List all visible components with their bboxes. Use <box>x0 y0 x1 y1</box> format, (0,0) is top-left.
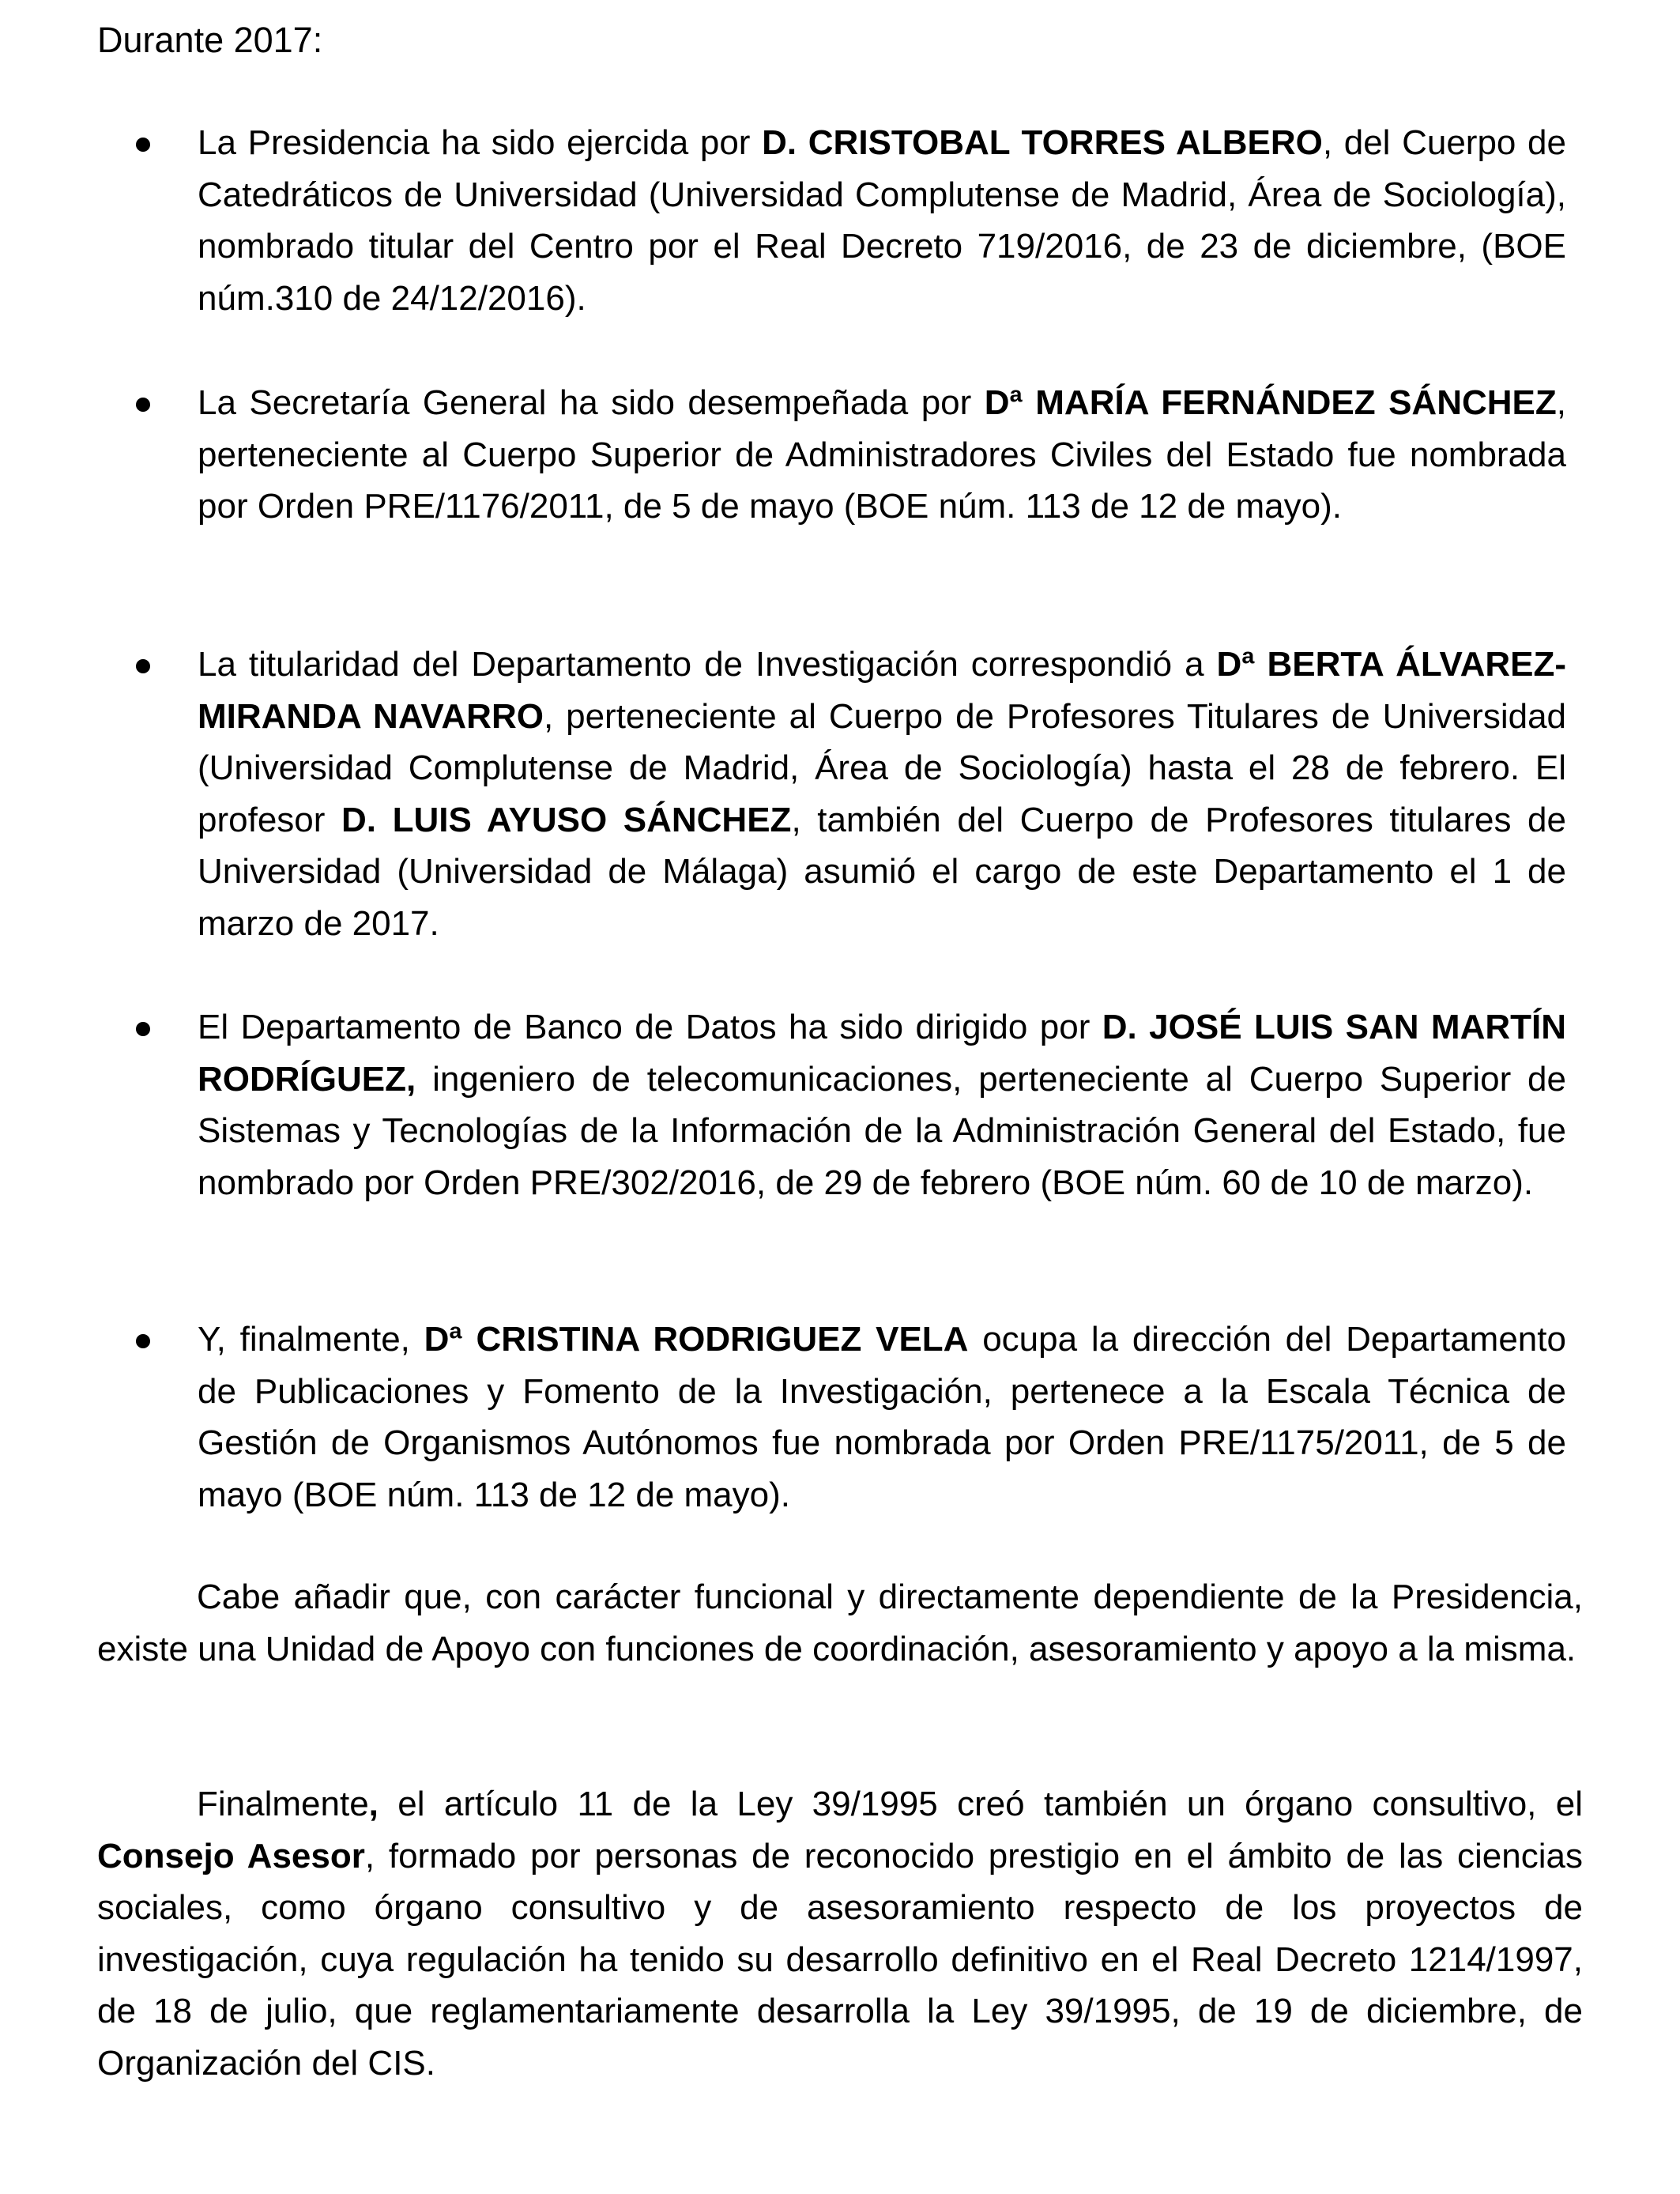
text-run: , del Cuerpo de Catedráticos de Universidad (Universidad Complutense de Madrid, Área de Sociología), nombrado titular del Centro por el Real Decreto 719/2016, de 23 de diciembre, (BOE núm.310 de 24/12/2016). <box>198 123 1566 318</box>
text-run: El Departamento de Banco de Datos ha sido dirigido por <box>198 1008 1102 1046</box>
text-run: , formado por personas de reconocido prestigio en el ámbito de las ciencias sociales, como órgano consultivo y de asesoramiento respecto de los proyectos de investigación, cuya regulación ha tenido su desarrollo definitivo en el Real Decreto 1214/1997, de 18 de julio, que reglamentariamente desarrolla la Ley 39/1995, de 19 de diciembre, de Organización del CIS. <box>97 1836 1583 2083</box>
text-run: Finalmente <box>197 1785 369 1823</box>
text-run: , también del Cuerpo de Profesores titulares de Universidad (Universidad de Málaga) asumió el cargo de este Departamento el 1 de marzo de 2017. <box>198 800 1566 943</box>
person-name: D. LUIS AYUSO SÁNCHEZ <box>341 800 792 839</box>
person-name: Dª MARÍA FERNÁNDEZ SÁNCHEZ <box>984 383 1557 422</box>
text-run: La Presidencia ha sido ejercida por <box>198 123 763 162</box>
text-run: ingeniero de telecomunicaciones, perteneciente al Cuerpo Superior de Sistemas y Tecnologías de la Información de la Administración General del Estado, fue nombrado por Orden PRE/302/2016, de 29 de febrero (BOE núm. 60 de 10 de marzo). <box>198 1059 1566 1202</box>
text-run: , perteneciente al Cuerpo de Profesores Titulares de Universidad (Universidad Complutense de Madrid, Área de Sociología) hasta el 28 de febrero. El profesor <box>198 696 1567 839</box>
text-run: La Secretaría General ha sido desempeñada por <box>198 383 985 422</box>
text-run: el artículo 11 de la Ley 39/1995 creó también un órgano consultivo, el <box>378 1785 1583 1823</box>
text-run: , perteneciente al Cuerpo Superior de Administradores Civiles del Estado fue nombrada por Orden PRE/1176/2011, de 5 de mayo (BOE núm. 113 de 12 de mayo). <box>198 383 1566 526</box>
list-item-text <box>198 117 1566 324</box>
list-item-text <box>198 1314 1566 1521</box>
text-run: Y, finalmente, <box>198 1320 424 1359</box>
person-name: D. JOSÉ LUIS SAN MARTÍN RODRÍGUEZ, <box>198 1008 1567 1099</box>
list-item-text <box>198 377 1566 533</box>
list-item-text <box>198 1001 1566 1208</box>
bullet-icon <box>136 1022 150 1036</box>
text-run: , <box>368 1785 379 1823</box>
person-name: Dª CRISTINA RODRIGUEZ VELA <box>424 1320 969 1359</box>
intro-heading: Durante 2017: <box>97 20 323 60</box>
bullet-icon <box>136 398 150 412</box>
bullet-icon <box>136 138 150 152</box>
person-name: D. CRISTOBAL TORRES ALBERO <box>762 123 1323 162</box>
bullet-icon <box>136 659 150 673</box>
text-run: La titularidad del Departamento de Investigación correspondió a <box>198 645 1217 684</box>
paragraph-support-unit: Cabe añadir que, con carácter funcional y directamente dependiente de la Presidencia, existe una Unidad de Apoyo con funciones de coordinación, asesoramiento y apoyo a la misma. <box>97 1578 1583 1668</box>
list-item-text <box>198 639 1566 949</box>
person-name: Dª BERTA ÁLVAREZ-MIRANDA NAVARRO <box>198 645 1566 736</box>
text-run: ocupa la dirección del Departamento de Publicaciones y Fomento de la Investigación, pertenece a la Escala Técnica de Gestión de Organismos Autónomos fue nombrada por Orden PRE/1175/2011, de 5 de mayo (BOE núm. 113 de 12 de mayo). <box>198 1320 1566 1514</box>
bullet-icon <box>136 1334 150 1348</box>
council-name: Consejo Asesor <box>97 1836 365 1875</box>
paragraph-advisory-council <box>97 1778 1583 2089</box>
